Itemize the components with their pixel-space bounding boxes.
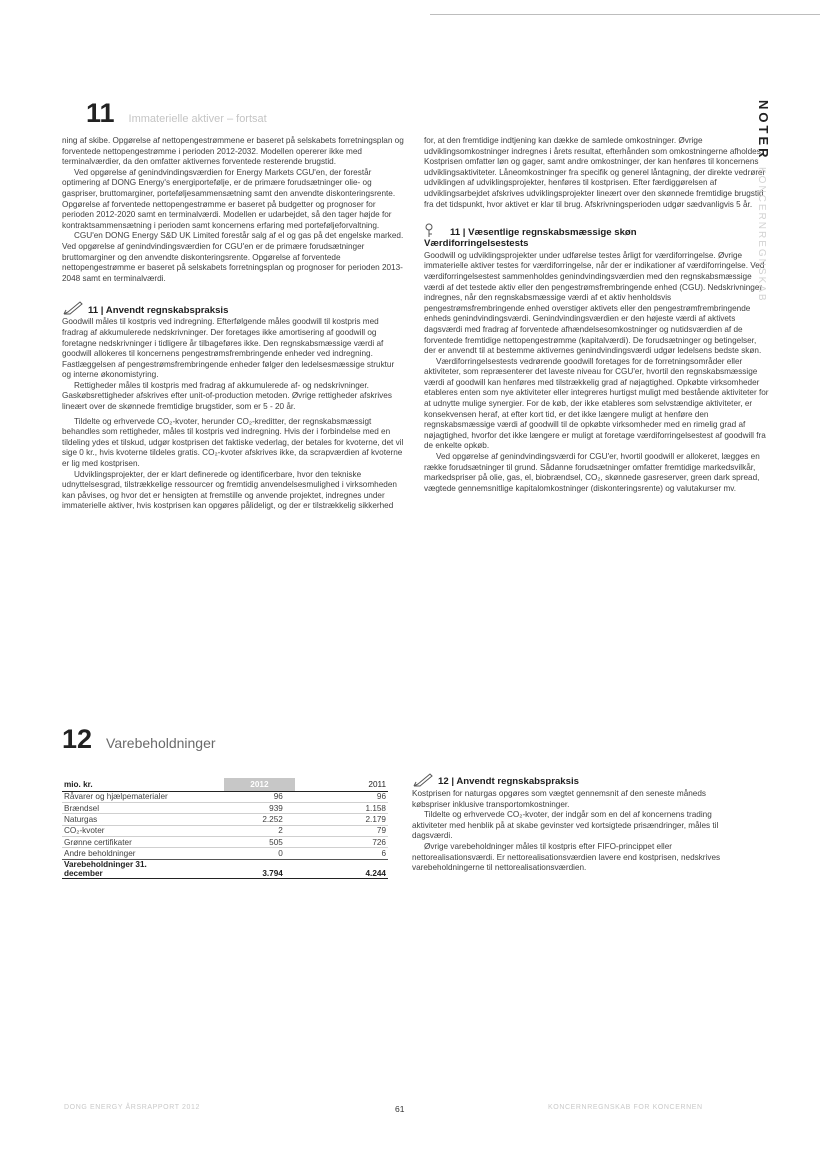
section-12-policy	[412, 776, 734, 874]
estimates-subtitle: Værdiforringelsestests	[424, 238, 529, 250]
total-label-line2: december	[64, 868, 103, 878]
footer-section-title: KONCERNREGNSKAB FOR KONCERNEN	[548, 1104, 703, 1111]
estimates-heading-text: 11 | Væsentlige regnskabsmæssige skøn	[450, 226, 637, 238]
top-rule	[430, 14, 820, 15]
section-12-heading	[62, 724, 216, 755]
pen-icon	[412, 772, 434, 788]
table-total-row	[62, 859, 388, 878]
policy-heading	[412, 772, 734, 788]
row-label: CO₂-kvoter	[62, 825, 224, 836]
paragraph: Goodwill og udviklingsprojekter under udførelse testes årligt for værdiforringelse. Øvrige immaterielle aktiver testes for værdiforringelse, når der er indikationer af værdiforringelse. Ved værdiforringelsestest sammenholdes genindvindingsværdien med den regnskabsmæssige værdi af det testede aktiv eller den pengestrømsfrembringende enhed (CGU). Nedskrivninger indregnes, når den regnskabsmæssige værdi af et aktiv henholdsvis pengestrømsfrembringende enhed overstiger aktivets eller den pengestrømfrembringende enheds genindvindingsværdi. Genindvindingsværdien er den højeste værdi af aktivets dagsværdi med fradrag af forventede afhændelsesomkostninger og nutidsværdien af de forventede fremtidige nettopengestrømme (kapitalværdi). De forudsætninger og betingelser, der er anvendt til at bestemme aktivernes genindvindingsværdi udgør ledelsens bedste skøn.	[424, 250, 765, 356]
policy-heading-text: 11 | Anvendt regnskabspraksis	[88, 304, 229, 316]
value-2011: 96	[295, 791, 388, 802]
total-label	[62, 859, 224, 878]
value-2011: 2.179	[295, 814, 388, 825]
pen-icon	[62, 300, 84, 316]
column-header-unit: mio. kr.	[62, 778, 224, 791]
value-2012: 2	[224, 825, 295, 836]
row-label: Brændsel	[62, 802, 224, 813]
paragraph: Kostprisen for naturgas opgøres som vægtet gennemsnit af den seneste måneds købspriser inklusive transportomkostninger.	[412, 789, 707, 809]
table-row	[62, 791, 388, 802]
key-icon	[424, 222, 446, 238]
row-label: Grønne certifikater	[62, 837, 224, 848]
section-11-right-column	[424, 136, 769, 494]
paragraph: for, at den fremtidige indtjening kan dække de samlede omkostninger. Øvrige udviklingsomkostninger indregnes i årets resultat, efterhånden som omkostningerne afholdes. Kostprisen omfatter løn og gager, samt andre omkostninger, der kan henføres til koncernens udviklingsaktiviteter. Låneomkostninger fra specifik og generel låntagning, der direkte vedrører udviklingen af udviklingsprojekter, henføres til kostprisen. Efter færdiggørelsen af udviklingsarbejdet afskrives udviklingsprojekter lineært over den skønnede fremtidige brugstid fra det tidspunkt, hvor aktivet er klar til brug. Afskrivningsperioden udgør sædvanligvis 5 år.	[424, 136, 766, 209]
value-2012: 505	[224, 837, 295, 848]
section-11-left-column	[62, 136, 404, 512]
total-label-line1: Varebeholdninger 31.	[64, 859, 147, 869]
paragraph: Værdiforringelsestests vedrørende goodwill foretages for de forretningsområder eller aktiviteter, som repræsenterer det laveste niveau for CGU'er, hvortil den regnskabsmæssige værdi af goodwill kan henføres med tilstrækkelig grad af nøjagtighed. Opkøbte virksomheder etableres enten som nye aktiviteter eller integreres hurtigst muligt med bestående aktiviteter for at udnytte mulige synergier. For de køb, der ikke etableres som selvstændige aktiviteter, er konsekvensen heraf, at efter kort tid, er det ikke længere muligt at henføre den regnskabsmæssige værdi af goodwill til de opkøbte virksomheder med en rimelig grad af nøjagtighed, hvorfor det ikke længere er muligt at foretage værdiforringelsestest af goodwill fra de enkelte opkøb.	[424, 356, 769, 451]
section-title: Varebeholdninger	[106, 735, 216, 751]
column-header-2012: 2012	[224, 778, 295, 791]
side-tab-sub: KONCERNREGNSKAB	[756, 166, 767, 303]
side-tab-main: NOTER	[756, 100, 771, 161]
side-tab	[756, 100, 774, 302]
inventory-table	[62, 778, 388, 879]
value-2011: 1.158	[295, 802, 388, 813]
paragraph: Tildelte og erhvervede CO₂-kvoter, der indgår som en del af koncernens trading aktiviteter med henblik på at skabe gevinster ved kortsigtede prisændringer, måles til dagsværdi.	[412, 810, 719, 841]
page-number: 61	[395, 1104, 405, 1114]
paragraph: Tildelte og erhvervede CO₂-kvoter, herunder CO₂-kreditter, der regnskabsmæssigt behandles som rettigheder, måles til kostpris ved indregning. Hvis der i forbindelse med en tildeling ydes et tilskud, udgør kostprisen det faktiske vederlag, der betales for kvoterne, det vil sige 0 kr., hvis kvoterne tildeles gratis. CO₂-kvoter afskrives ikke, da scrapværdien af kvoterne er lig med kostprisen.	[62, 416, 404, 469]
total-2012: 3.794	[224, 859, 295, 878]
column-header-2011: 2011	[295, 778, 388, 791]
estimates-heading	[424, 222, 769, 238]
section-title: Immaterielle aktiver – fortsat	[128, 113, 267, 125]
row-label: Råvarer og hjælpematerialer	[62, 791, 224, 802]
paragraph: ning af skibe. Opgørelse af nettopengestrømmene er baseret på selskabets forretningsplan og forventede nettopengestrømme i perioden 2012-2032. Modellen opererer ikke med terminalværdier, da den omfatter aktivernes forventede resterende brugstid.	[62, 136, 404, 167]
value-2012: 2.252	[224, 814, 295, 825]
row-label: Naturgas	[62, 814, 224, 825]
table-row	[62, 825, 388, 836]
policy-heading-text: 12 | Anvendt regnskabspraksis	[438, 776, 579, 788]
paragraph: Goodwill måles til kostpris ved indregning. Efterfølgende måles goodwill til kostpris med fradrag af akkumulerede nedskrivninger. Der foretages ikke amortisering af goodwill og foretagne nedskrivninger i tidligere år tilbageføres ikke. Den regnskabsmæssige værdi af goodwill allokeres til koncernens pengestrømsfrembringende enheder ved indregning. Fastlæggelsen af pengestrømsfrembringende enheder følger den ledelsesmæssige struktur og interne økonomistyring.	[62, 317, 395, 380]
paragraph: Rettigheder måles til kostpris med fradrag af akkumulerede af- og nedskrivninger. Gaskøbsrettigheder afskrives efter unit-of-production metoden. Øvrige rettigheder afskrives lineært over de skønnede fremtidige brugstider, som er 5 - 20 år.	[62, 380, 392, 412]
total-2011: 4.244	[295, 859, 388, 878]
table-row	[62, 802, 388, 813]
paragraph: Ved opgørelse af genindvindingsværdien for Energy Markets CGU'en, der forestår optimering af DONG Energy's energiportefølje, er de primære forudsætninger olie- og gaspriser, bruttomarginer, porteføljesammensætning samt den anvendte diskonteringsrente. Opgørelse af forventede nettopengestrømme er baseret på budgetter og prognoser for perioden 2012-2020 samt en terminalværdi. Modellen er udarbejdet, så den tager højde for kontraktsammensætning i perioden samt koncernens erfaring med porteføljeforvaltning.	[62, 167, 396, 230]
value-2012: 0	[224, 848, 295, 859]
paragraph: Udviklingsprojekter, der er klart definerede og identificerbare, hvor den tekniske udnyttelsesgrad, tilstrækkelige ressourcer og fremtidig anvendelsesmulighed i virksomheden kan påvises, og hvor det er hensigten at fremstille og anvende projektet, indregnes under immaterielle aktiver, hvis kostprisen kan opgøres pålideligt, og der er tilstrækkelig sikkerhed	[62, 469, 397, 511]
paragraph: Ved opgørelse af genindvindingsværdi for CGU'er, hvortil goodwill er allokeret, lægges en række forudsætninger til grund. Sådanne forudsætninger omfatter fremtidige markedsvilkår, markedspriser på olie, gas, el, biobrændsel, CO₂, skønnede gasreserver, green dark spread, vægtede gennemsnitlige kapitalomkostninger (diskonteringsrente) og valutakurser mv.	[424, 452, 760, 493]
table-row	[62, 837, 388, 848]
paragraph: Øvrige varebeholdninger måles til kostpris efter FIFO-princippet eller nettorealisationsværdi. Er nettorealisationsværdien lavere end kostprisen, nedskrives varebeholdningerne til nettorealisationsværdien.	[412, 841, 721, 873]
footer-report-title: DONG ENERGY ÅRSRAPPORT 2012	[64, 1104, 201, 1111]
value-2011: 6	[295, 848, 388, 859]
value-2011: 79	[295, 825, 388, 836]
value-2012: 939	[224, 802, 295, 813]
value-2011: 726	[295, 837, 388, 848]
section-number: 11	[86, 98, 115, 128]
section-11-heading	[86, 98, 267, 129]
section-number: 12	[62, 724, 93, 754]
row-label: Andre beholdninger	[62, 848, 224, 859]
paragraph: CGU'en DONG Energy S&D UK Limited forestår salg af el og gas på det engelske marked. Ved opgørelse af genindvindingsværdien for CGU'en er de primære forudsætninger bruttomarginer og den anvendte diskonteringsrente. Opgørelse af forventede nettopengestrømme er baseret på selskabets forretningsplan og prognoser for perioden 2013-2048 samt en terminalværdi.	[62, 231, 404, 283]
policy-heading	[62, 300, 404, 316]
value-2012: 96	[224, 791, 295, 802]
table-row	[62, 814, 388, 825]
table-row	[62, 848, 388, 859]
table-header-row	[62, 778, 388, 791]
